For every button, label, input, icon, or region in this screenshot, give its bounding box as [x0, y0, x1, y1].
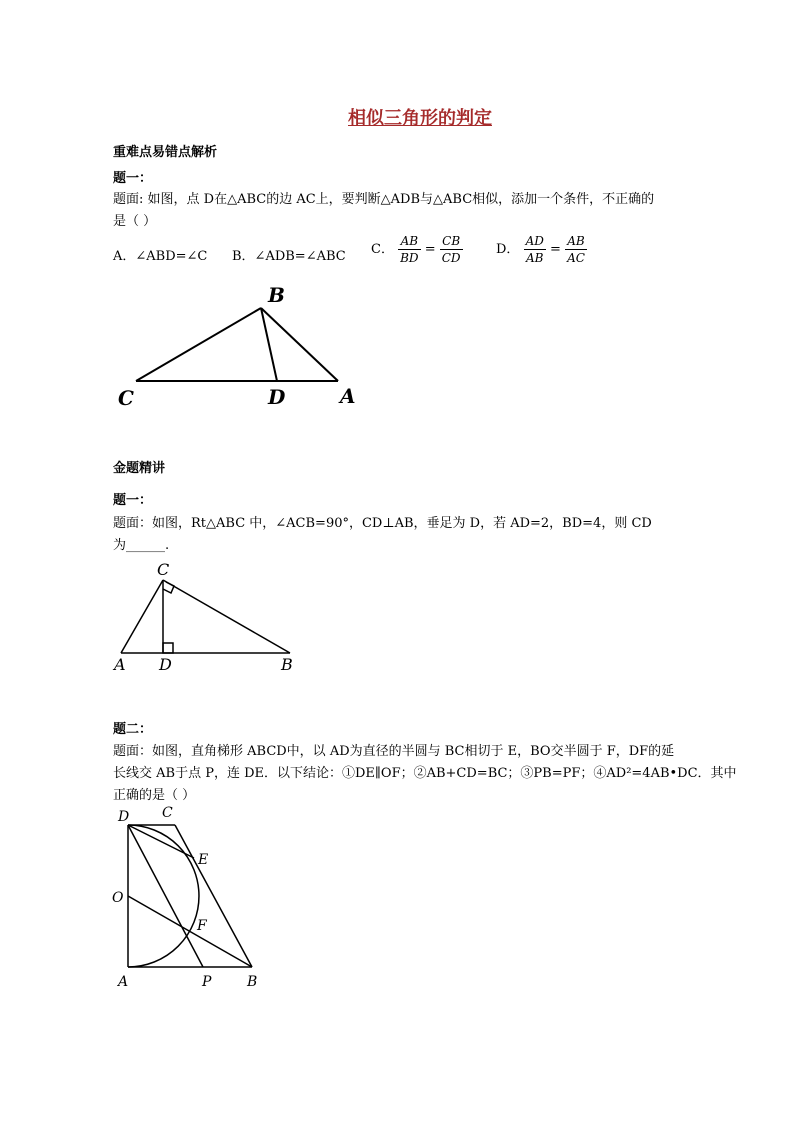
edge-ac: [121, 580, 163, 653]
right-angle-mark-c: [163, 582, 174, 593]
option-c-prefix: C．: [371, 242, 394, 257]
point-label-a: A: [114, 655, 126, 674]
option-b: B．∠ADB=∠ABC: [232, 249, 346, 264]
denominator: CD: [441, 251, 461, 265]
option-d-prefix: D．: [496, 242, 520, 257]
point-label-o: O: [112, 890, 124, 906]
option-a: A．∠ABD=∠C: [113, 249, 208, 264]
question-text-line: 正确的是（ ）: [113, 788, 196, 803]
equals-sign: =: [550, 242, 561, 257]
point-label-d: D: [268, 385, 286, 409]
denominator: AB: [525, 251, 544, 265]
fraction: [440, 233, 463, 266]
section-heading: 重难点易错点解析: [113, 145, 218, 160]
question-text-line: 长线交 AB于点 P，连 DE．以下结论：①DE∥OF；②AB+CD=BC；③PB=PF；④AD²=4AB•DC．其中: [113, 766, 737, 781]
question-text-line: 题面：如图，Rt△ABC 中，∠ACB=90°，CD⊥AB，垂足为 D，若 AD=2，BD=4，则 CD: [113, 516, 652, 531]
point-label-b: B: [268, 283, 285, 307]
question-label: 题一：: [113, 493, 153, 508]
equals-sign: =: [424, 242, 436, 257]
point-label-f: F: [197, 918, 207, 934]
option-d: [496, 233, 587, 266]
right-angle-mark-d: [163, 643, 173, 653]
point-label-d: D: [118, 809, 130, 825]
fraction: [398, 233, 420, 266]
denominator: BD: [400, 251, 419, 265]
point-label-a: A: [340, 384, 356, 408]
section-heading: 金题精讲: [113, 461, 166, 476]
question-text-line: 题面：如图，直角梯形 ABCD中，以 AD为直径的半圆与 BC相切于 E，BO交半圆于 F，DF的延: [113, 744, 675, 759]
fraction: [524, 233, 546, 266]
point-label-d: D: [159, 655, 172, 674]
option-c: [371, 233, 463, 266]
numerator: AB: [565, 233, 587, 250]
question-label: 题一：: [113, 171, 153, 186]
edge-cb: [136, 308, 261, 381]
fraction: [565, 233, 587, 266]
denominator: AC: [567, 251, 585, 265]
point-label-a: A: [118, 974, 129, 990]
point-label-c: C: [162, 805, 173, 821]
edge-ba: [261, 308, 338, 381]
numerator: AB: [398, 233, 420, 250]
segment-dp: [128, 825, 203, 967]
point-label-b: B: [247, 974, 258, 990]
page-title: 相似三角形的判定: [348, 108, 492, 129]
point-label-c: C: [118, 386, 134, 410]
numerator: AD: [525, 234, 544, 248]
edge-bd: [261, 308, 277, 381]
triangle-figure-1: [110, 280, 370, 410]
question-label: 题二：: [113, 722, 153, 737]
question-text-line: 为______.: [113, 538, 170, 553]
question-text-line: 题面: 如图，点 D在△ABC的边 AC上，要判断△ADB与△ABC相似，添加一个条件，不正确的: [113, 192, 655, 207]
point-label-c: C: [157, 560, 170, 579]
point-label-b: B: [281, 655, 293, 674]
point-label-p: P: [202, 974, 212, 990]
numerator: CB: [440, 233, 463, 250]
question-text-line: 是（ ）: [113, 214, 157, 229]
point-label-e: E: [198, 852, 209, 868]
right-triangle-figure: [110, 558, 310, 678]
trapezoid-figure: [108, 800, 278, 995]
edge-cb: [163, 580, 290, 653]
